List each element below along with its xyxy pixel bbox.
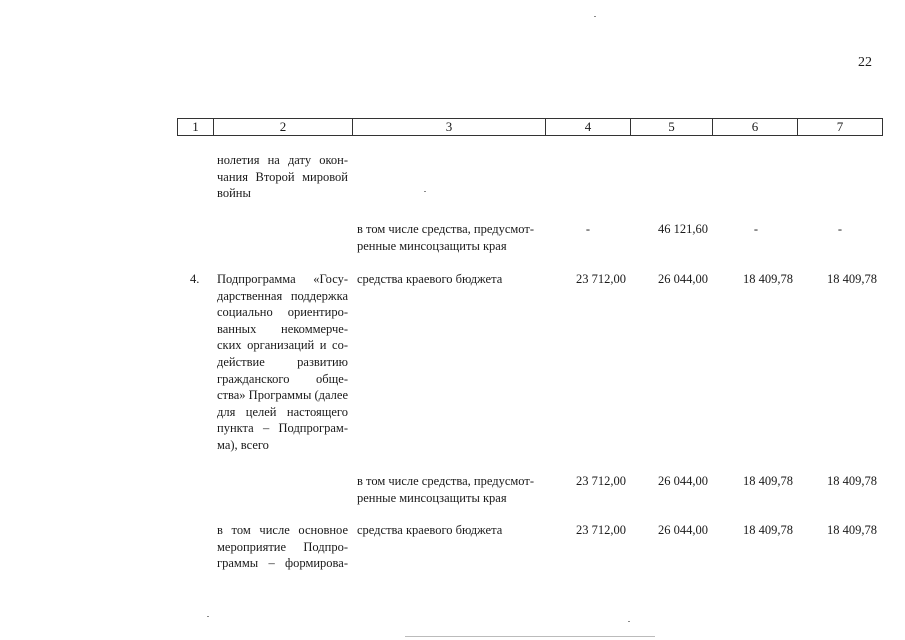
row-value-col6: 18 409,78 [743, 474, 793, 488]
description-line: ма), всего [217, 437, 269, 452]
description-line: социально ориентиро- [217, 305, 348, 320]
page-number: 22 [858, 55, 872, 70]
scan-speck [207, 616, 209, 617]
description-line: ства» Программы (далее [217, 388, 348, 403]
description-line: чания Второй мировой [217, 169, 348, 184]
row-description [217, 271, 348, 454]
row-value-col5: 26 044,00 [658, 523, 708, 537]
row-value-col4: 23 712,00 [576, 474, 626, 488]
scan-speck [424, 191, 426, 192]
description-line: действие развитию [217, 354, 348, 369]
scan-edge-line [405, 636, 655, 637]
header-cell-2: 2 [214, 119, 353, 135]
description-line: мероприятие Подпро- [217, 539, 348, 554]
row-value-col7: 18 409,78 [827, 474, 877, 488]
row-value-col4: 23 712,00 [576, 523, 626, 537]
table-header-row [177, 118, 883, 136]
row-value-col5: 26 044,00 [658, 474, 708, 488]
header-cell-6: 6 [713, 119, 798, 135]
row-value-col5: 26 044,00 [658, 272, 708, 286]
scan-speck [628, 621, 630, 622]
row-value-col5: 46 121,60 [658, 222, 708, 236]
description-line: ских организаций и со- [217, 338, 348, 353]
row-value-col7: 18 409,78 [827, 272, 877, 286]
header-cell-3: 3 [353, 119, 546, 135]
description-line: ванных некоммерче- [217, 321, 348, 336]
description-line: в том числе основное [217, 523, 348, 537]
row-source: средства краевого бюджета [357, 523, 503, 537]
row-value-col7: - [837, 222, 843, 236]
description-line: нолетия на дату окон- [217, 153, 348, 167]
row-source: в том числе средства, предусмот- ренные минсоцзащиты края [357, 222, 534, 253]
row-value-col4: - [585, 222, 591, 236]
description-line: Подпрограмма «Госу- [217, 272, 348, 286]
scan-speck [594, 16, 596, 17]
row-source: в том числе средства, предусмот- ренные минсоцзащиты края [357, 474, 534, 505]
description-line: для целей настоящего [217, 404, 348, 419]
row-number: 4. [190, 272, 200, 286]
row-value-col6: - [753, 222, 759, 236]
row-description [217, 152, 348, 202]
description-line: войны [217, 186, 251, 201]
description-line: дарственная поддержка [217, 288, 348, 303]
row-source: средства краевого бюджета [357, 272, 503, 286]
row-value-col4: 23 712,00 [576, 272, 626, 286]
header-cell-1: 1 [178, 119, 214, 135]
row-description [217, 522, 348, 572]
description-line: гражданского обще- [217, 371, 348, 386]
header-cell-5: 5 [631, 119, 713, 135]
description-line: граммы – формирова- [217, 556, 348, 571]
row-value-col6: 18 409,78 [743, 523, 793, 537]
header-cell-7: 7 [836, 119, 844, 134]
header-cell-4: 4 [546, 119, 631, 135]
row-value-col6: 18 409,78 [743, 272, 793, 286]
description-line: пункта – Подпрограм- [217, 421, 348, 436]
row-value-col7: 18 409,78 [827, 523, 877, 537]
